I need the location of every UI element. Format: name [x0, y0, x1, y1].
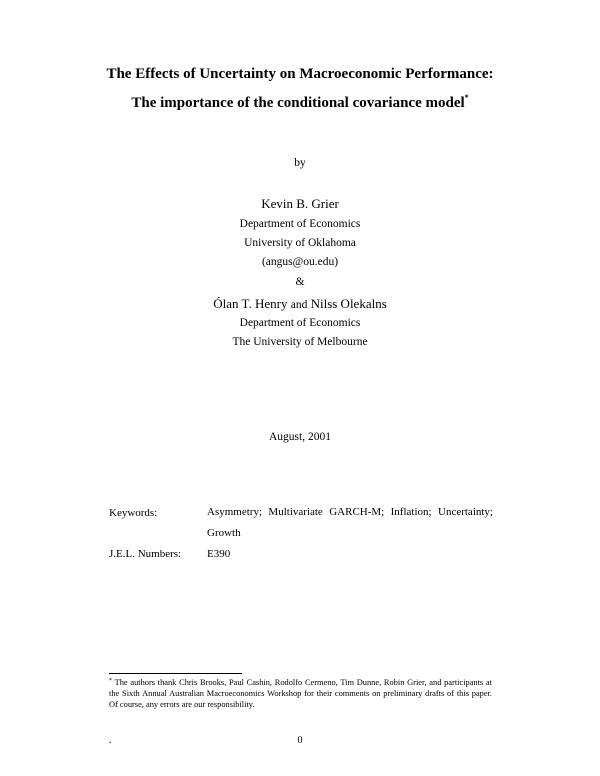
authors-2-university: The University of Melbourne: [232, 336, 368, 348]
keywords-label: Keywords:: [109, 507, 158, 519]
title-line-2: The importance of the conditional covariance model*: [131, 93, 469, 111]
footnote-text: The authors thank Chris Brooks, Paul Cashin, Rodolfo Cermeno, Tim Dunne, Robin Grier, and participants at the Sixth Annual Australian Macroeconomics Workshop for their comments on preliminary drafts of this paper. Of course, any errors are our responsibility.: [109, 678, 492, 709]
authors-and: and: [290, 299, 308, 311]
author-1-name: Kevin B. Grier: [261, 196, 339, 211]
jel-value: E390: [207, 548, 231, 560]
authors-2-names: [0, 296, 600, 312]
keywords-value: Asymmetry; Multivariate GARCH-M; Inflation; Uncertainty; Growth: [207, 506, 493, 539]
authors-2-department: Department of Economics: [239, 317, 361, 329]
ampersand: &: [295, 276, 305, 288]
title-line-1: The Effects of Uncertainty on Macroeconomic Performance:: [106, 66, 494, 82]
author-1-email: (angus@ou.edu): [261, 256, 339, 268]
byline: by: [294, 157, 306, 169]
footnote-marker: *: [109, 678, 112, 684]
jel-label: J.E.L. Numbers:: [109, 548, 182, 560]
footer-dot: .: [109, 735, 112, 746]
publication-date: August, 2001: [269, 431, 331, 443]
title-footnote-marker: *: [464, 93, 469, 102]
footnote: [109, 676, 492, 710]
page-number: 0: [297, 735, 303, 746]
author-2-name: Ólan T. Henry: [213, 296, 288, 311]
author-1-university: University of Oklahoma: [244, 237, 356, 249]
author-3-name: Nilss Olekalns: [310, 296, 387, 311]
footnote-divider: [109, 673, 242, 674]
author-1-department: Department of Economics: [239, 218, 361, 230]
